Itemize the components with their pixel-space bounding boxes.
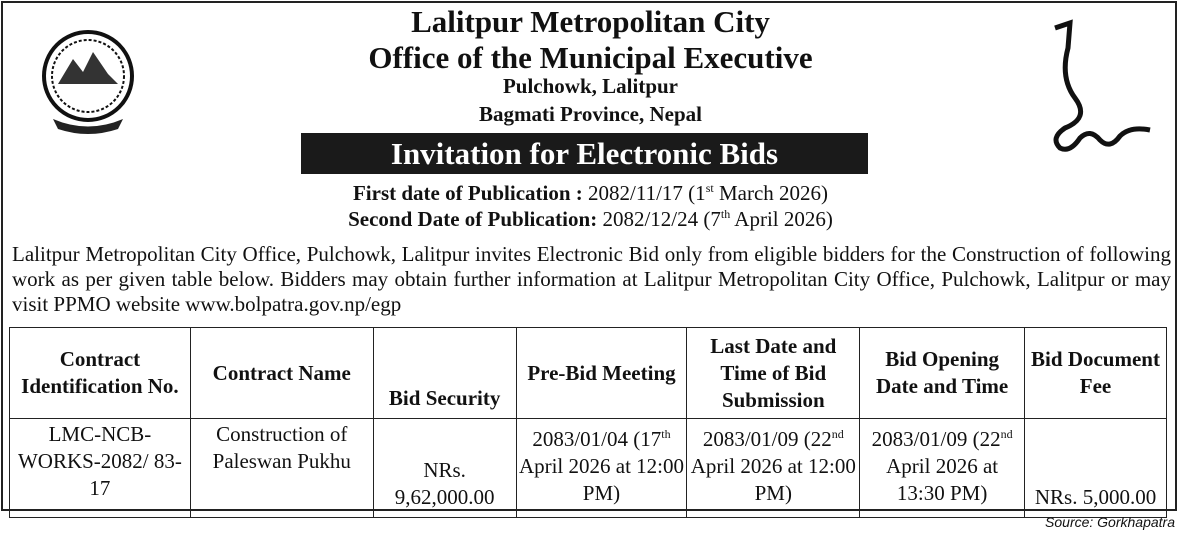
address-line-2: Bagmati Province, Nepal (478, 102, 702, 126)
notice-body: Lalitpur Metropolitan City Office, Pulchowk, Lalitpur invites Electronic Bid only from eligible bidders for the Construction of following work as per given table below. Bidders may obtain further information at Lalitpur Metropolitan City Office, Pulchowk, Lalitpur or may visit PPMO website www.bolpatra.gov.np/egp (12, 242, 1171, 316)
cell-opening (860, 419, 1025, 518)
header-fee: Bid Document Fee (1025, 328, 1167, 419)
sup: st (705, 181, 714, 195)
header-opening: Bid Opening Date and Time (860, 328, 1025, 419)
office-title: Office of the Municipal Executive (368, 40, 813, 75)
header-submission: Last Date and Time of Bid Submission (687, 328, 860, 419)
first-pub-value: 2082/11/17 (1 (588, 181, 706, 205)
second-pub-end: April 2026) (734, 207, 833, 231)
org-title: Lalitpur Metropolitan City (411, 4, 770, 39)
second-pub-label: Second Date of Publication: (348, 207, 598, 231)
source-credit: Source: Gorkhapatra (1045, 514, 1175, 530)
bid-table (9, 327, 1167, 518)
cell-submission (687, 419, 860, 518)
header-contract-name: Contract Name (190, 328, 373, 419)
sup: nd (831, 427, 844, 441)
cell-contract-name: Construction of Paleswan Pukhu (190, 419, 373, 518)
cell-contract-id: LMC-NCB-WORKS-2082/ 83-17 (10, 419, 191, 518)
opening-date: 2083/01/09 (22 (871, 427, 1001, 451)
first-pub-end: March 2026) (718, 181, 829, 205)
submission-date: 2083/01/09 (22 (702, 427, 832, 451)
pre-bid-date: 2083/01/04 (17 (532, 427, 662, 451)
cell-bid-security: NRs. 9,62,000.00 (373, 419, 516, 518)
table-header-row (10, 328, 1167, 419)
first-pub-label: First date of Publication : (352, 181, 583, 205)
second-publication-date (0, 207, 1181, 232)
sup: th (661, 427, 671, 441)
cell-pre-bid (516, 419, 687, 518)
header-bid-security: Bid Security (373, 328, 516, 419)
table-row (10, 419, 1167, 518)
address-line-1: Pulchowk, Lalitpur (502, 74, 679, 98)
sup: th (720, 207, 731, 221)
sup: nd (1000, 427, 1013, 441)
header-pre-bid: Pre-Bid Meeting (516, 328, 687, 419)
submission-time: April 2026 at 12:00 PM) (690, 454, 856, 505)
cell-fee: NRs. 5,000.00 (1025, 419, 1167, 518)
pre-bid-time: April 2026 at 12:00 PM) (518, 454, 685, 505)
first-publication-date (0, 181, 1181, 206)
notice-banner: Invitation for Electronic Bids (301, 133, 868, 174)
opening-time: April 2026 at 13:30 PM) (886, 454, 999, 505)
header-contract-id: Contract Identification No. (10, 328, 191, 419)
second-pub-value: 2082/12/24 (7 (602, 207, 721, 231)
